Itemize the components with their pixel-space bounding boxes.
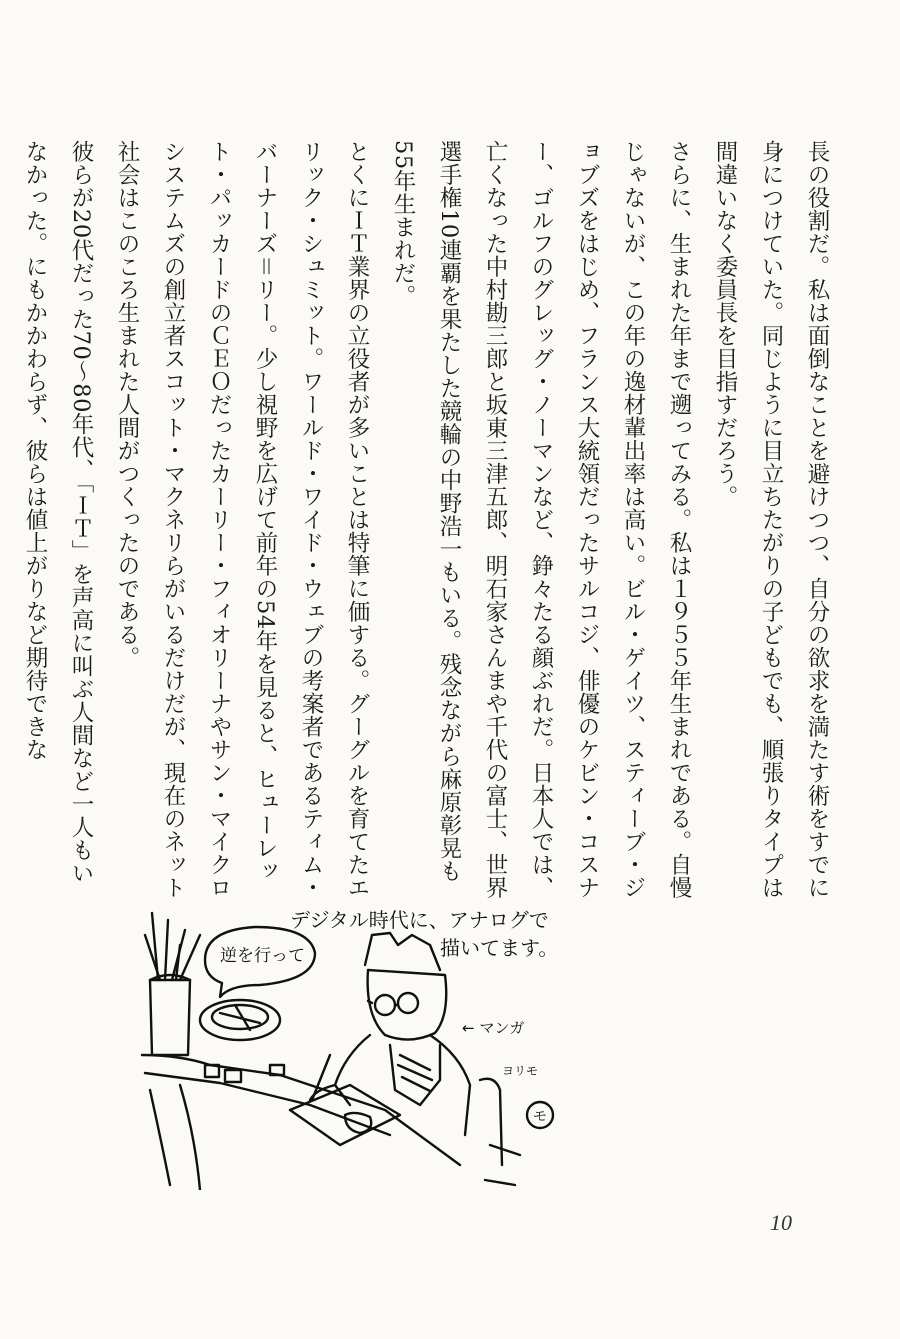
caption-line2: 描いてます。: [440, 936, 559, 960]
artist-signature: ヨリモ: [502, 1064, 539, 1078]
caption-line1: デジタル時代に、アナログで: [290, 908, 549, 932]
paragraph: とくにＩＴ業界の立役者が多いことは特筆に価する。グーグルを育てたエリック・シュミット。ワールド・ワイド・ウェブの考案者であるティム・バーナーズ＝リー。少し視野を広げて前年の54年を見ると、ヒューレット・パッカードのＣＥＯだったカーリー・フィオリーナやサン・マイクロシステムズの創立者スコット・マクネリらがいるだけだが、現在のネット社会はこのころ生まれた人間がつくったのである。: [114, 140, 370, 899]
arrow-label: ← マンガ: [462, 1019, 525, 1037]
body-text: [12, 140, 840, 900]
paragraph: 彼らが20代だった70～80年代、「ＩＴ」を声高に叫ぶ人間など一人もいなかった。にもかかわらず、彼らは値上がりなど期待できな: [22, 140, 94, 885]
paragraph: 長の役割だ。私は面倒なことを避けつつ、自分の欲求を満たす術をすでに身につけていた。同じように目立ちたがりの子どもでも、順張りタイプは間違いなく委員長を目指すだろう。: [712, 140, 830, 899]
speech-bubble-text: 逆を行って: [220, 946, 305, 966]
manga-illustration: [140, 905, 640, 1190]
paragraph: さらに、生まれた年まで遡ってみる。私は１９５５年生まれである。自慢じゃないが、この年の逸材輩出率は高い。ビル・ゲイツ、スティーブ・ジョブズをはじめ、フランス大統領だったサルコジ、俳優のケビン・コスナー、ゴルフのグレッグ・ノーマンなど、錚々たる顔ぶれだ。日本人では、亡くなった中村勘三郎と坂東三津五郎、明石家さんまや千代の富士、世界選手権10連覇を果たした競輪の中野浩一もいる。残念ながら麻原彰晃も55年生まれだ。: [390, 140, 692, 899]
page-number: 10: [770, 1210, 792, 1235]
artist-stamp: モ: [533, 1109, 547, 1125]
